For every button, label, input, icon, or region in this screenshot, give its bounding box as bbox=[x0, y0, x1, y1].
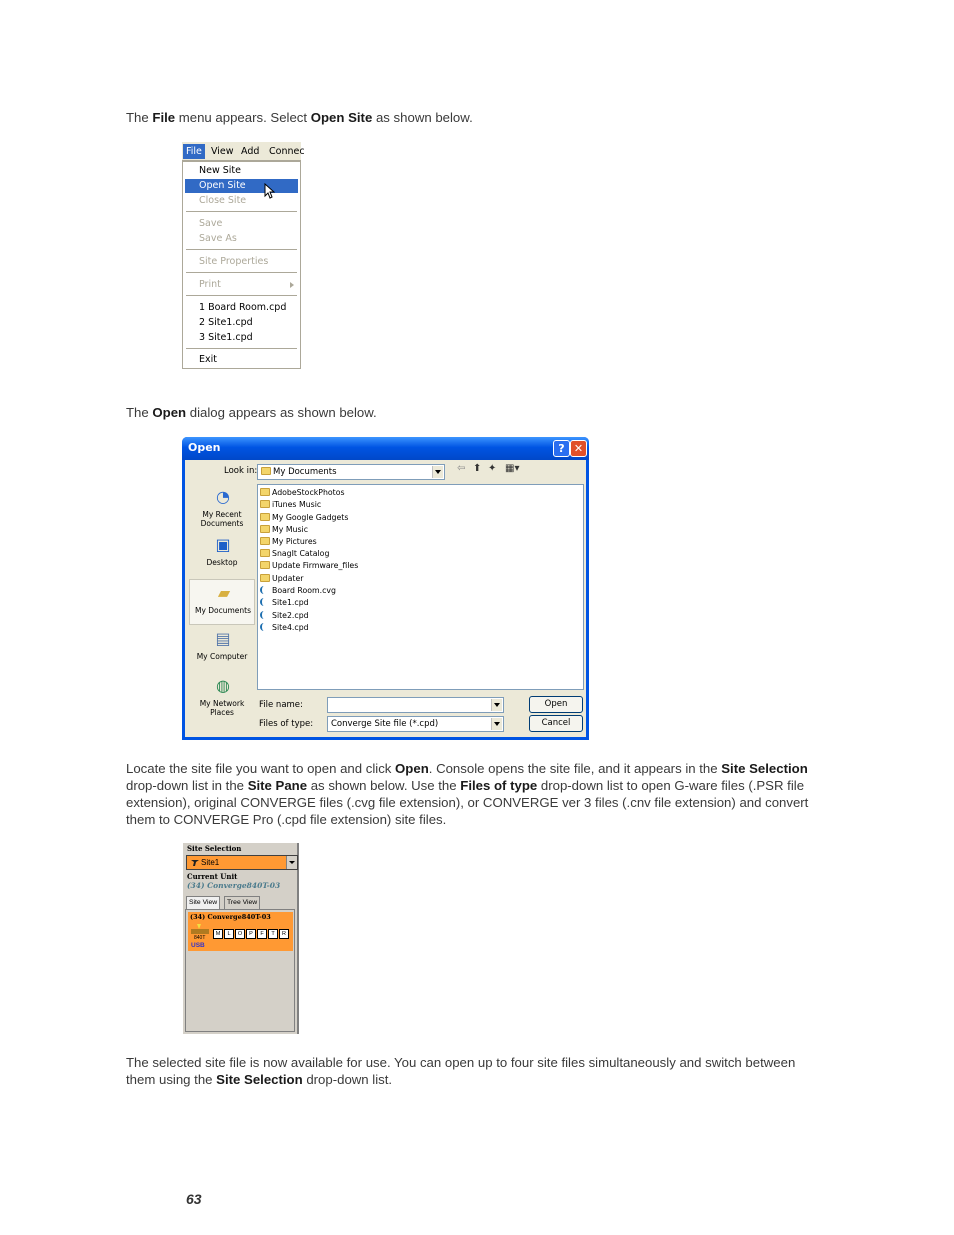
text: Locate the site file you want to open and click bbox=[126, 761, 396, 776]
unit-model: 840T bbox=[194, 935, 206, 941]
unit-button-r[interactable]: R bbox=[279, 929, 289, 939]
menu-item-new-site[interactable]: New Site bbox=[199, 165, 241, 176]
menu-item-recent-1[interactable]: 1 Board Room.cpd bbox=[199, 302, 287, 313]
bold-site-selection: Site Selection bbox=[216, 1072, 303, 1087]
menu-item-open-site[interactable]: Open Site bbox=[185, 179, 298, 193]
tab-site-view[interactable]: Site View bbox=[186, 896, 220, 910]
tab-tree-view[interactable]: Tree View bbox=[224, 896, 260, 910]
chevron-down-icon[interactable] bbox=[286, 856, 297, 869]
place-my-recent-documents[interactable] bbox=[189, 484, 255, 530]
folder-icon bbox=[260, 549, 270, 557]
place-my-computer[interactable] bbox=[189, 626, 255, 672]
chevron-down-icon[interactable] bbox=[491, 699, 502, 711]
chevron-down-icon[interactable] bbox=[432, 466, 443, 478]
current-unit-value: (34) Converge840T-03 bbox=[187, 881, 281, 890]
look-in-label: Look in: bbox=[224, 466, 258, 476]
bold-open-site: Open Site bbox=[310, 110, 373, 125]
menu-view[interactable]: View bbox=[211, 146, 234, 157]
folder-icon bbox=[260, 513, 270, 521]
current-unit-label: Current Unit bbox=[187, 872, 238, 881]
menu-separator bbox=[186, 211, 297, 212]
body-paragraph-1 bbox=[126, 760, 826, 828]
file-name: Updater bbox=[272, 574, 304, 583]
text: The bbox=[126, 110, 153, 125]
menu-item-site-properties: Site Properties bbox=[199, 256, 269, 267]
bold-site-pane: Site Pane bbox=[247, 778, 308, 793]
menu-item-exit[interactable]: Exit bbox=[199, 354, 217, 365]
text: as shown below. bbox=[372, 110, 473, 125]
list-item[interactable] bbox=[260, 597, 309, 609]
submenu-arrow-icon bbox=[290, 282, 294, 288]
menu-connect[interactable]: Connec bbox=[269, 146, 305, 157]
folder-icon bbox=[260, 500, 270, 508]
place-my-network-places[interactable] bbox=[189, 673, 255, 719]
list-item[interactable] bbox=[260, 536, 317, 548]
menu-file[interactable]: File bbox=[183, 144, 205, 159]
mouse-cursor-icon bbox=[264, 183, 275, 200]
place-desktop[interactable] bbox=[189, 532, 255, 578]
open-button[interactable]: Open bbox=[529, 696, 583, 713]
file-name-label: File name: bbox=[259, 700, 303, 710]
menu-item-close-site: Close Site bbox=[199, 195, 247, 206]
bold-file: File bbox=[152, 110, 176, 125]
bold-open: Open bbox=[152, 405, 187, 420]
desktop-icon: ▣ bbox=[215, 535, 231, 554]
folder-icon bbox=[260, 525, 270, 533]
look-in-value bbox=[261, 466, 337, 478]
look-in-text: My Documents bbox=[273, 467, 337, 477]
unit-name: (34) Converge840T-03 bbox=[190, 913, 271, 921]
list-item[interactable] bbox=[260, 610, 309, 622]
site-file-icon bbox=[260, 586, 270, 594]
file-name: My Google Gadgets bbox=[272, 513, 349, 522]
recent-documents-icon: ◔ bbox=[216, 487, 230, 506]
folder-icon bbox=[260, 488, 270, 496]
menu-item-save: Save bbox=[199, 218, 223, 229]
text: The selected site file is now available for use. You can open up to four site files simultaneously and switch between them using the bbox=[126, 1055, 796, 1087]
text: as shown below. Use the bbox=[307, 778, 461, 793]
menu-item-print bbox=[185, 278, 298, 292]
files-of-type-value: Converge Site file (*.cpd) bbox=[331, 719, 439, 729]
folder-icon bbox=[261, 467, 271, 475]
close-button[interactable]: ✕ bbox=[570, 440, 587, 457]
place-my-documents[interactable] bbox=[189, 579, 255, 625]
site-file-icon bbox=[260, 623, 270, 631]
site-tree bbox=[185, 909, 295, 1032]
text: drop-down list. bbox=[302, 1072, 393, 1087]
places-bar bbox=[189, 482, 255, 732]
site-pane-screenshot bbox=[183, 843, 299, 1034]
file-name: Board Room.cvg bbox=[272, 586, 336, 595]
file-name: AdobeStockPhotos bbox=[272, 488, 345, 497]
look-in-dropdown[interactable] bbox=[257, 464, 445, 480]
text: . Console opens the site file, and it appears in the bbox=[428, 761, 722, 776]
bold-open: Open bbox=[395, 761, 429, 776]
menu-separator bbox=[186, 249, 297, 250]
list-item[interactable] bbox=[260, 573, 303, 585]
view-menu-icon[interactable]: ▦▾ bbox=[505, 463, 520, 474]
menu-separator bbox=[186, 272, 297, 273]
list-item[interactable] bbox=[260, 548, 329, 560]
cancel-button[interactable]: Cancel bbox=[529, 715, 583, 732]
place-label: My Computer bbox=[196, 652, 248, 661]
new-folder-icon[interactable]: ✦ bbox=[488, 463, 497, 474]
place-label: My Documents bbox=[194, 606, 252, 615]
list-item[interactable] bbox=[260, 487, 345, 499]
intro-paragraph-1 bbox=[126, 109, 473, 126]
site-file-icon bbox=[260, 611, 270, 619]
list-item[interactable] bbox=[260, 622, 309, 634]
menu-item-recent-3[interactable]: 3 Site1.cpd bbox=[199, 332, 253, 343]
list-item[interactable] bbox=[260, 585, 336, 597]
file-name: My Pictures bbox=[272, 537, 317, 546]
file-name: Site4.cpd bbox=[272, 623, 309, 632]
file-name-input[interactable] bbox=[327, 697, 504, 713]
my-computer-icon: ▤ bbox=[215, 629, 231, 648]
bold-site-selection: Site Selection bbox=[721, 761, 808, 776]
list-item[interactable] bbox=[260, 512, 348, 524]
text: The bbox=[126, 405, 153, 420]
folder-icon bbox=[260, 561, 270, 569]
menu-separator bbox=[186, 348, 297, 349]
list-item[interactable] bbox=[260, 524, 308, 536]
file-list[interactable] bbox=[257, 484, 584, 690]
help-button[interactable]: ? bbox=[553, 440, 570, 457]
menu-item-save-as: Save As bbox=[199, 233, 237, 244]
text: drop-down list in the bbox=[126, 778, 248, 793]
selected-site: Site1 bbox=[201, 858, 220, 867]
dialog-body bbox=[185, 460, 586, 737]
dialog-title-bar bbox=[182, 437, 589, 460]
file-name: Update Firmware_files bbox=[272, 561, 359, 570]
file-name: iTunes Music bbox=[272, 500, 322, 509]
menu-add[interactable]: Add bbox=[241, 146, 260, 157]
folder-icon bbox=[260, 574, 270, 582]
place-label: My Recent Documents bbox=[200, 510, 244, 528]
unit-button-o[interactable]: O bbox=[235, 929, 245, 939]
intro-paragraph-2 bbox=[126, 404, 377, 421]
unit-button-m[interactable]: M bbox=[213, 929, 223, 939]
text: drop-down list to open G-ware files (.PSR file extension), original CONVERGE files (.cvg file extension), or CONVERGE ver 3 files (.cnv file extension) and convert them to CONVERGE Pro (.cpd file extension) site files. bbox=[126, 778, 809, 827]
body-paragraph-2 bbox=[126, 1054, 826, 1088]
file-menu-dropdown bbox=[182, 161, 301, 369]
back-icon[interactable]: ⇦ bbox=[457, 463, 466, 474]
place-label: My Network Places bbox=[199, 699, 245, 717]
site-selection-dropdown[interactable] bbox=[186, 855, 298, 870]
file-menu-screenshot bbox=[182, 142, 305, 369]
my-documents-icon: ▰ bbox=[217, 583, 231, 602]
open-dialog bbox=[182, 437, 589, 740]
unit-card[interactable] bbox=[188, 912, 293, 951]
site-file-icon bbox=[260, 598, 270, 606]
unit-button-f[interactable]: F bbox=[257, 929, 267, 939]
site-icon bbox=[190, 858, 200, 867]
file-name: My Music bbox=[272, 525, 309, 534]
menu-bar bbox=[182, 142, 305, 161]
menu-item-recent-2[interactable]: 2 Site1.cpd bbox=[199, 317, 253, 328]
files-of-type-label: Files of type: bbox=[259, 719, 314, 729]
unit-button-l[interactable]: L bbox=[224, 929, 234, 939]
page-number: 63 bbox=[186, 1191, 202, 1207]
connection-type: USB bbox=[191, 942, 205, 949]
folder-icon bbox=[260, 537, 270, 545]
print-label: Print bbox=[199, 279, 221, 290]
unit-button-t[interactable]: T bbox=[268, 929, 278, 939]
file-name: Site1.cpd bbox=[272, 598, 309, 607]
dialog-title: Open bbox=[188, 441, 221, 454]
files-of-type-dropdown[interactable] bbox=[327, 716, 504, 732]
list-item[interactable] bbox=[260, 499, 321, 511]
up-folder-icon[interactable]: ⬆ bbox=[473, 463, 482, 474]
file-name: Site2.cpd bbox=[272, 611, 309, 620]
network-places-icon: ◍ bbox=[216, 676, 230, 695]
list-item[interactable] bbox=[260, 560, 358, 572]
menu-separator bbox=[186, 295, 297, 296]
bold-files-of-type: Files of type bbox=[460, 778, 538, 793]
text: dialog appears as shown below. bbox=[186, 405, 377, 420]
file-name: SnagIt Catalog bbox=[272, 549, 330, 558]
chevron-down-icon[interactable] bbox=[491, 718, 502, 730]
text: menu appears. Select bbox=[175, 110, 311, 125]
unit-button-p[interactable]: P bbox=[246, 929, 256, 939]
place-label: Desktop bbox=[206, 558, 238, 567]
site-selection-label: Site Selection bbox=[187, 844, 242, 853]
